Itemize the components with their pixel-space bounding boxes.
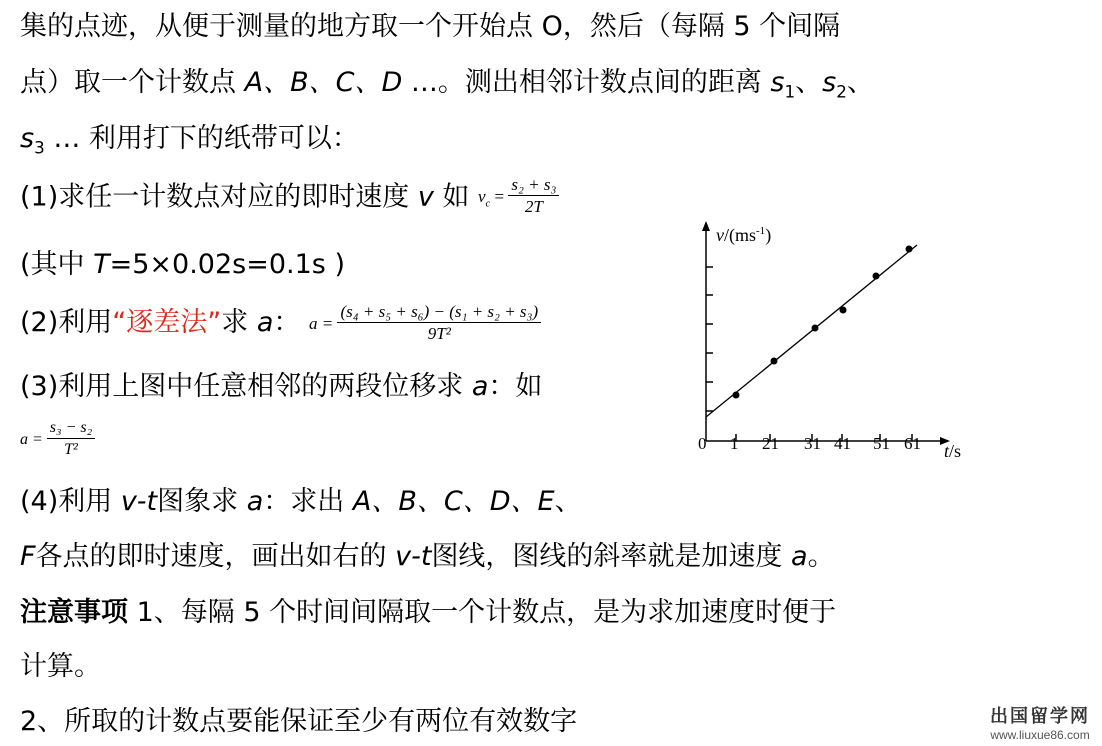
fit-line [706, 245, 917, 417]
l5b: =5×0.02s=0.1s ) [109, 249, 345, 280]
vt-symbol-2: v-t [395, 541, 432, 572]
text-line-3 [20, 122, 359, 164]
item-4-text: (4)利用 [20, 486, 121, 517]
s3-symbol: s [20, 123, 35, 154]
watermark-title: 出国留学网 [990, 706, 1090, 727]
data-point [873, 273, 880, 280]
y-ticks [706, 267, 713, 411]
notes-heading: 注意事项 [20, 597, 128, 628]
a-symbol-3: a [471, 371, 489, 402]
a-symbol: a [256, 307, 274, 338]
item-1-text: (1)求任一计数点对应的即时速度 [20, 181, 418, 213]
f1-den: 2T [524, 197, 543, 216]
text-line-6 [20, 302, 541, 345]
f3-fraction [47, 418, 95, 461]
text-line-1 [20, 10, 840, 44]
x-tick-label: 41 [834, 434, 851, 453]
y-axis-label: $v/(ms^{-1})$ [716, 225, 772, 245]
f1-fraction [508, 175, 559, 218]
note-2-text: 2、所取的计数点要能保证至少有两位有效数字 [20, 706, 578, 737]
method-name-red: “逐差法” [112, 307, 222, 338]
x-tick-label: 31 [804, 434, 821, 453]
l10a: 各点的即时速度，画出如右的 [35, 541, 396, 572]
vt-graph [690, 215, 980, 470]
line-1-text: 集的点迹，从便于测量的地方取一个开始点 O，然后（每隔 5 个间隔 [20, 11, 841, 42]
sep-end: 、 [846, 67, 874, 98]
x-tick-label: 21 [762, 434, 779, 453]
item-3-text: (3)利用上图中任意相邻的两段位移求 [20, 371, 472, 402]
a-symbol-5: a [791, 541, 808, 572]
item-2-text: (2)利用 [20, 307, 113, 338]
f3-lhs: a = [20, 431, 47, 448]
data-point [771, 358, 778, 365]
x-axis-label: t/s [944, 441, 962, 461]
x-tick-labels [730, 434, 921, 453]
text-line-13 [20, 705, 577, 739]
l9b: 图象求 [157, 486, 247, 517]
x-tick-label: 61 [904, 434, 921, 453]
f1-lhs-sub: c [485, 197, 491, 209]
text-line-9 [20, 485, 582, 519]
points-abcd: A、B、C、D [244, 67, 403, 98]
data-point [906, 246, 913, 253]
data-point [812, 325, 819, 332]
text-line-7 [20, 370, 542, 404]
l9c: ：求出 [263, 486, 353, 517]
x-tick-label: 1 [730, 434, 739, 453]
x-tick-label: 51 [873, 434, 890, 453]
vt-symbol: v-t [120, 486, 158, 517]
l9d: 、 [554, 486, 582, 517]
text-line-4 [20, 175, 559, 221]
item-1-ru: 如 [433, 181, 470, 213]
s1-sub: 1 [784, 81, 796, 102]
T-symbol: T [93, 249, 110, 280]
note-1-text: 1、每隔 5 个时间间隔取一个计数点，是为求加速度时便于 [128, 597, 837, 628]
f1-num: s₂ + s₃ [508, 175, 559, 196]
f2-fraction [337, 302, 541, 345]
a-symbol-4: a [246, 486, 264, 517]
s-symbol-2: s [822, 67, 837, 98]
l6c: ： [273, 307, 301, 338]
line-2-text-a: 点）取一个计数点 [20, 67, 245, 98]
line-3-text: … 利用打下的纸带可以： [44, 123, 359, 154]
origin-label: 0 [698, 434, 707, 453]
F-symbol: F [20, 541, 36, 572]
watermark-url: www.liuxue86.com [990, 728, 1090, 742]
f3-den: T² [64, 441, 78, 458]
watermark [990, 702, 1090, 742]
l10b: 图线，图线的斜率就是加速度 [431, 541, 792, 572]
f2-lhs: a = [308, 313, 338, 333]
s2-sub: 2 [836, 81, 847, 102]
l5a: (其中 [20, 249, 94, 280]
f2-num: (s₄ + s₅ + s₆) − (s₁ + s₂ + s₃) [337, 302, 541, 323]
f1-eq: = [490, 186, 509, 206]
s-symbol: s [770, 67, 785, 98]
note-1-cont: 计算。 [20, 651, 101, 682]
data-point [733, 392, 740, 399]
line-2-text-c: …。测出相邻计数点间的距离 [402, 67, 771, 98]
s3-sub: 3 [34, 137, 45, 158]
f2-den: 9T² [427, 324, 451, 343]
text-line-5 [20, 248, 345, 282]
formula-adjacent [20, 418, 95, 461]
l7b: ：如 [488, 371, 543, 402]
f3-num: s₃ − s₂ [47, 418, 95, 439]
formula-diff-method [308, 302, 541, 343]
data-point [840, 307, 847, 314]
text-line-12 [20, 650, 101, 684]
v-symbol: v [417, 181, 434, 213]
points-abcde: A、B、C、D、E [352, 486, 555, 517]
text-line-10 [20, 540, 835, 574]
text-line-11 [20, 596, 836, 630]
y-axis-arrow [702, 221, 710, 231]
f1-lhs: v [478, 186, 486, 206]
l10c: 。 [807, 541, 835, 572]
l6b: 求 [221, 307, 257, 338]
sep: 、 [795, 67, 823, 98]
text-line-2 [20, 66, 874, 108]
formula-velocity [478, 175, 559, 216]
